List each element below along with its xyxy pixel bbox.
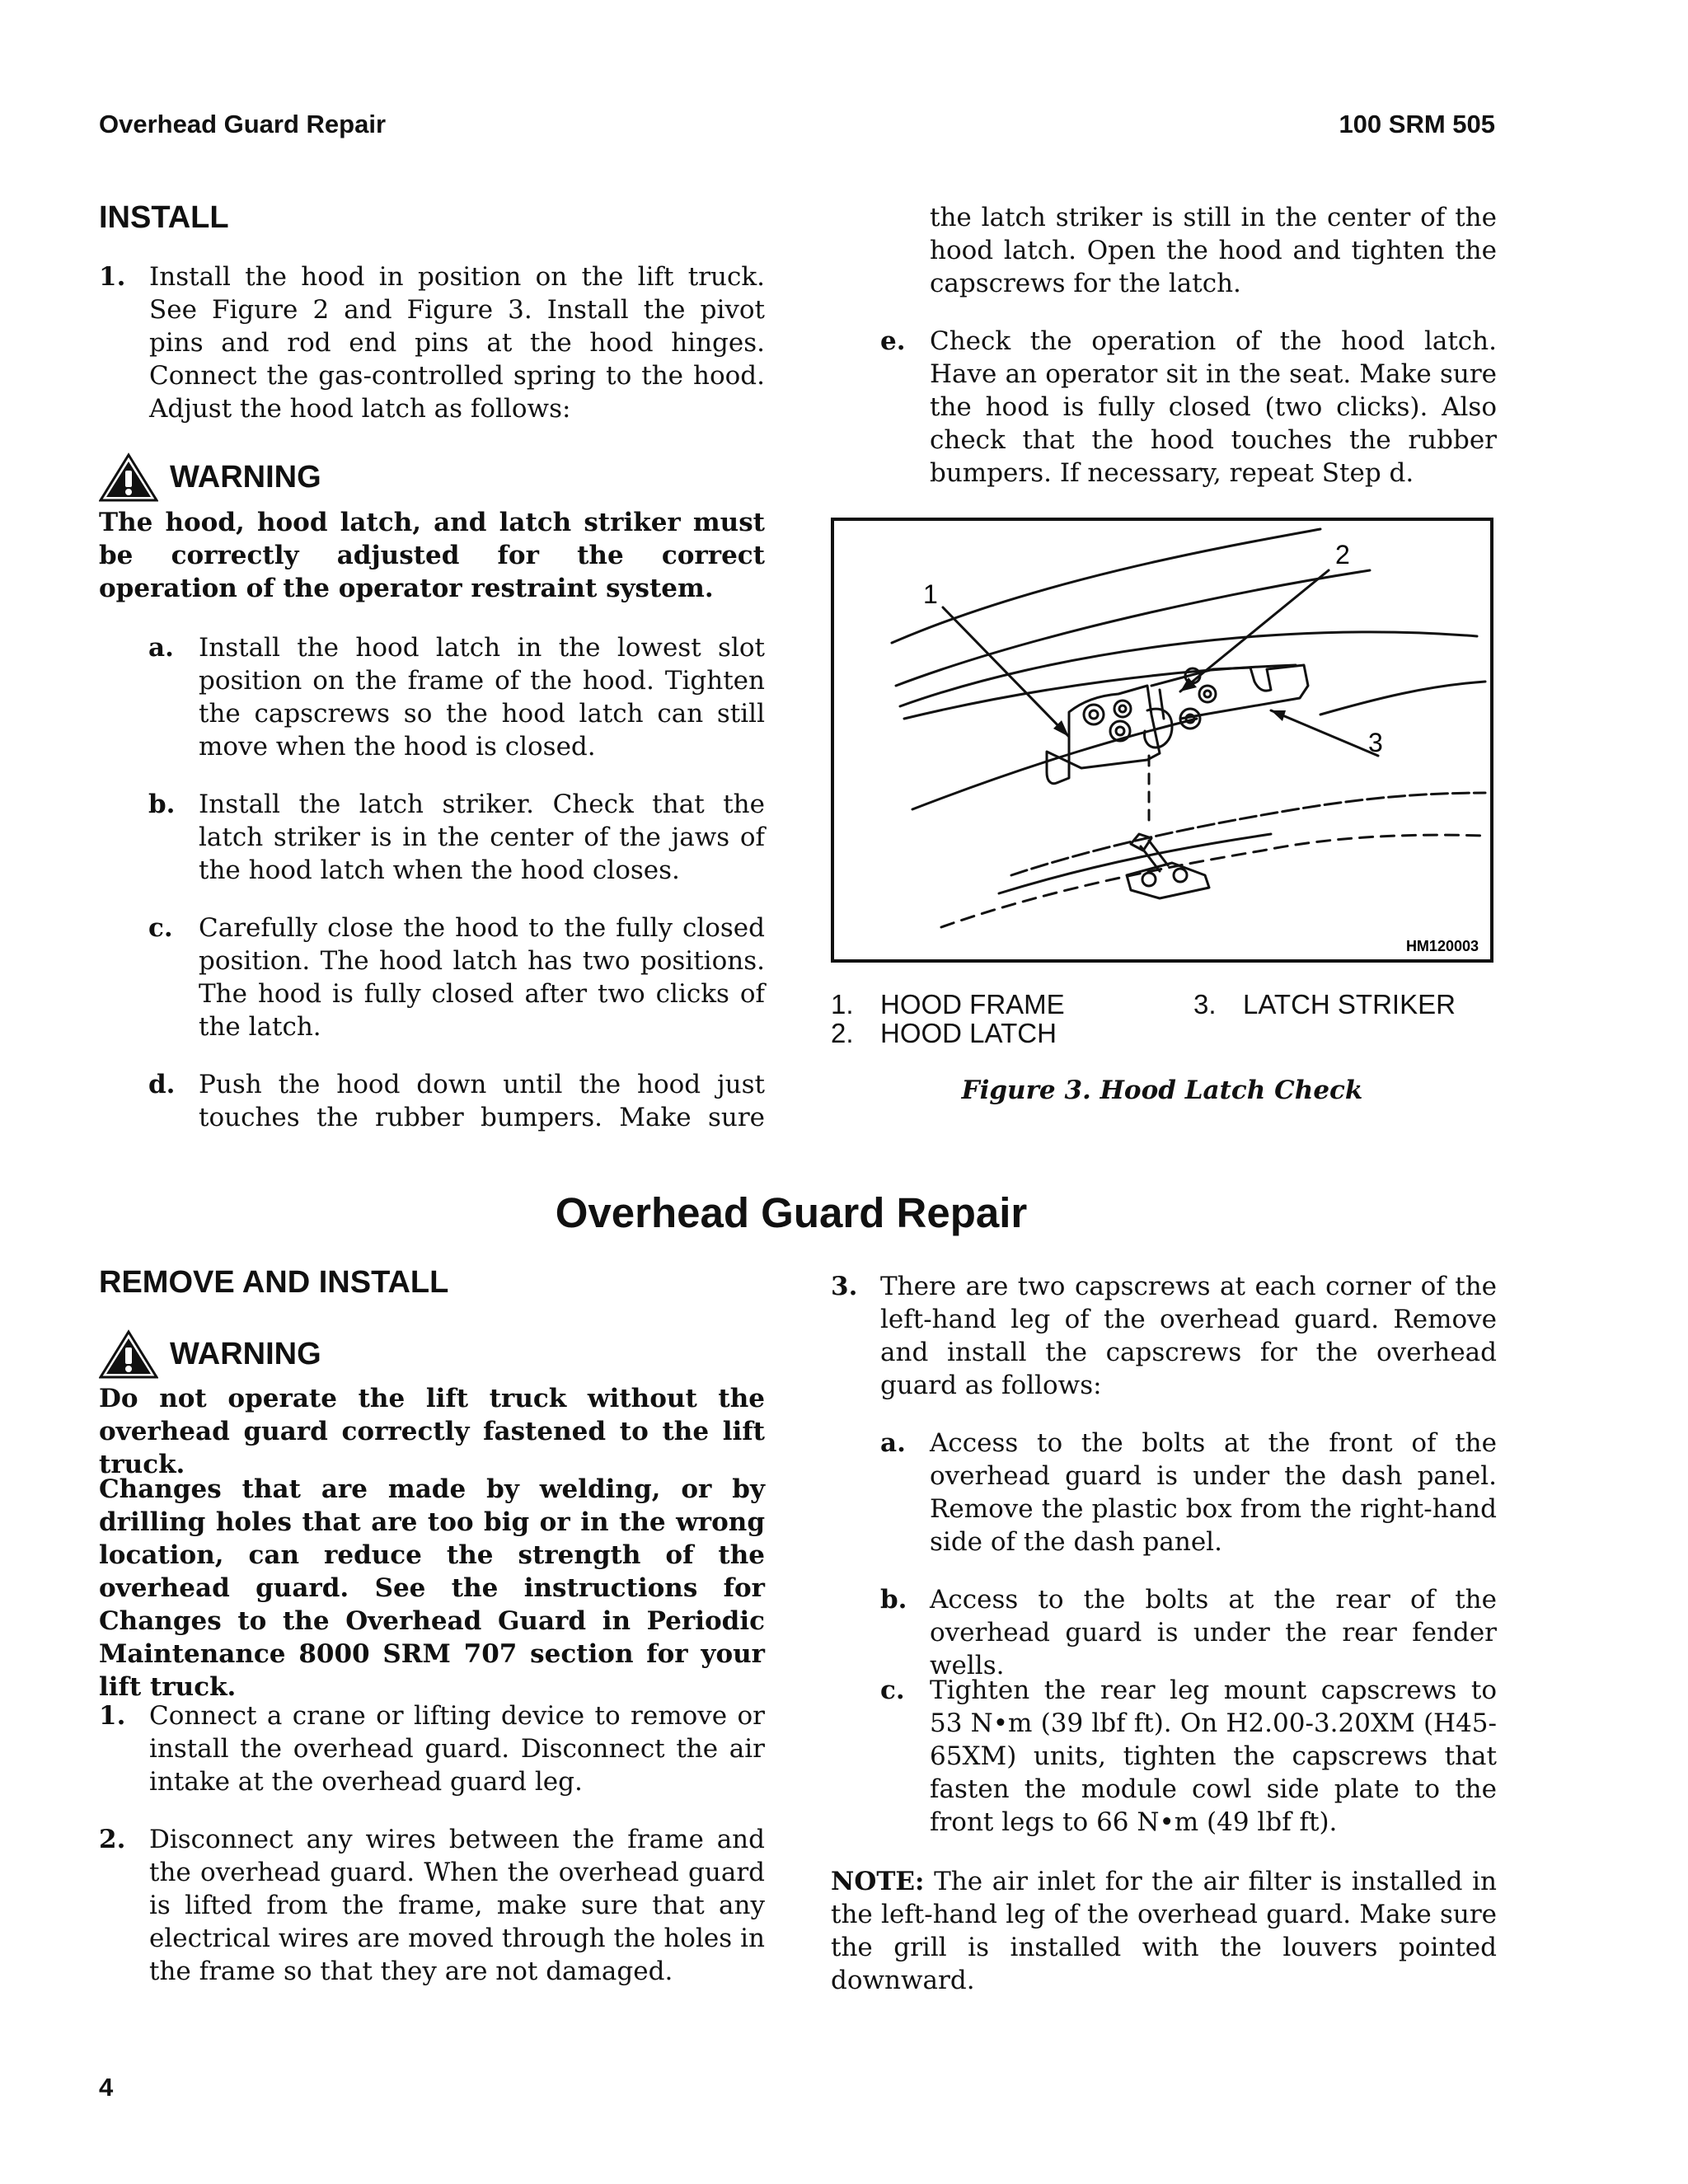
step-text: Disconnect any wires between the frame and the overhead guard. When the overhead guard is lifted from the frame, make sure that any electrical wires are moved through the holes in the frame so that they are not damaged. [149, 1825, 765, 1986]
step-letter: b. [880, 1585, 907, 1615]
warning-triangle-icon [99, 1329, 158, 1380]
repair-step-3 [831, 1270, 1497, 1402]
step-number: 1. [99, 1701, 126, 1731]
step-text: Install the latch striker. Check that the latch striker is in the center of the jaws of the hood latch when the hood closes. [199, 790, 765, 885]
step-text: Carefully close the hood to the fully closed position. The hood latch has two positions. The hood is fully closed after two clicks of the latch. [199, 913, 765, 1042]
repair-warning-text-1: Do not operate the lift truck without the overhead guard correctly fastened to the lift truck. [99, 1384, 765, 1479]
step-text: Access to the bolts at the rear of the overhead guard is under the rear fender wells. [930, 1585, 1497, 1680]
repair-substep-a [880, 1427, 1497, 1558]
section-title: Overhead Guard Repair [555, 1189, 1028, 1236]
legend-item-1 [831, 989, 1065, 1019]
install-step-c [148, 912, 765, 1043]
warning-triangle-icon [99, 452, 158, 503]
install-step-d-continued: the latch striker is still in the center of the hood latch. Open the hood and tighten the capscrews for the latch. [930, 203, 1497, 298]
callout-2: 2 [1335, 540, 1350, 569]
install-warning-header [99, 452, 321, 503]
install-warning-text: The hood, hood latch, and latch striker must be correctly adjusted for the correct operation of the operator restraint system. [99, 508, 765, 603]
legend-number: 1. [831, 989, 854, 1019]
install-step-1 [99, 260, 765, 425]
legend-number: 2. [831, 1018, 854, 1048]
step-text: There are two capscrews at each corner of the left-hand leg of the overhead guard. Remove and install the capscrews for the overhead guard as follows: [880, 1272, 1497, 1400]
legend-item-3 [1193, 989, 1456, 1019]
install-step-e [880, 325, 1497, 490]
repair-substep-c [880, 1674, 1497, 1839]
install-heading: INSTALL [99, 200, 229, 235]
hood-latch-figure [831, 518, 1493, 963]
install-step-d [148, 1068, 765, 1134]
step-text: Install the hood latch in the lowest slot position on the frame of the hood. Tighten the capscrews so the hood latch can still move when the hood is closed. [199, 633, 765, 762]
install-step-a [148, 631, 765, 763]
step-text: Access to the bolts at the front of the overhead guard is under the dash panel. Remove the plastic box from the right-hand side of the dash panel. [930, 1428, 1497, 1557]
legend-label: HOOD LATCH [880, 1018, 1057, 1048]
page-number: 4 [99, 2073, 114, 2102]
step-number: 3. [831, 1272, 858, 1301]
running-header-title: Overhead Guard Repair [99, 110, 387, 138]
step-text: Check the operation of the hood latch. Have an operator sit in the seat. Make sure the hood is fully closed (two clicks). Also check that the hood touches the rubber bumpers. If necessary, repeat Step d. [930, 326, 1497, 488]
step-text: Install the hood in position on the lift truck. See Figure 2 and Figure 3. Install the pivot pins and rod end pins at the hood hinges. Connect the gas-controlled spring to the hood. Adjust the hood latch as follows: [149, 262, 765, 424]
step-letter: c. [880, 1675, 905, 1705]
step-text: Tighten the rear leg mount capscrews to 53 N•m (39 lbf ft). On H2.00-3.20XM (H45-65XM) units, tighten the capscrews that fasten the module cowl side plate to the front legs to 66 N•m (49 lbf ft). [930, 1675, 1497, 1837]
note-paragraph [831, 1865, 1497, 1997]
step-text: Push the hood down until the hood just touches the rubber bumpers. Make sure [199, 1070, 765, 1132]
install-step-b [148, 788, 765, 887]
legend-number: 3. [1193, 989, 1217, 1019]
step-letter: c. [148, 913, 173, 943]
warning-label: WARNING [170, 1336, 321, 1371]
repair-warning-text-2: Changes that are made by welding, or by drilling holes that are too big or in the wrong location, can reduce the strength of the overhead guard. See the instructions for Changes to the Overhead Guard in Periodic Maintenance 8000 SRM 707 section for your lift truck. [99, 1474, 765, 1702]
legend-item-2 [831, 1018, 1057, 1048]
step-text: Connect a crane or lifting device to remove or install the overhead guard. Disconnect the air intake at the overhead guard leg. [149, 1701, 765, 1797]
step-letter: a. [880, 1428, 906, 1458]
repair-warning-header [99, 1329, 321, 1380]
repair-step-2 [99, 1823, 765, 1988]
repair-step-1 [99, 1699, 765, 1798]
step-number: 2. [99, 1825, 126, 1854]
legend-label: HOOD FRAME [880, 989, 1065, 1019]
step-number: 1. [99, 262, 126, 292]
figure-id: HM120003 [1405, 938, 1479, 954]
callout-1: 1 [923, 579, 938, 609]
running-header-doc-number: 100 SRM 505 [1339, 110, 1495, 138]
remove-install-heading: REMOVE AND INSTALL [99, 1265, 449, 1300]
step-letter: a. [148, 633, 174, 663]
note-label: NOTE: [831, 1867, 925, 1896]
callout-3: 3 [1368, 728, 1383, 757]
step-letter: d. [148, 1070, 176, 1099]
step-letter: b. [148, 790, 176, 819]
hood-latch-illustration [834, 521, 1490, 959]
warning-label: WARNING [170, 459, 321, 494]
repair-substep-b [880, 1583, 1497, 1682]
figure-caption: Figure 3. Hood Latch Check [961, 1076, 1363, 1105]
step-letter: e. [880, 326, 906, 356]
legend-label: LATCH STRIKER [1243, 989, 1456, 1019]
note-text: The air inlet for the air filter is installed in the left-hand leg of the overhead guard. Make sure the grill is installed with the louvers pointed downward. [831, 1867, 1498, 1995]
